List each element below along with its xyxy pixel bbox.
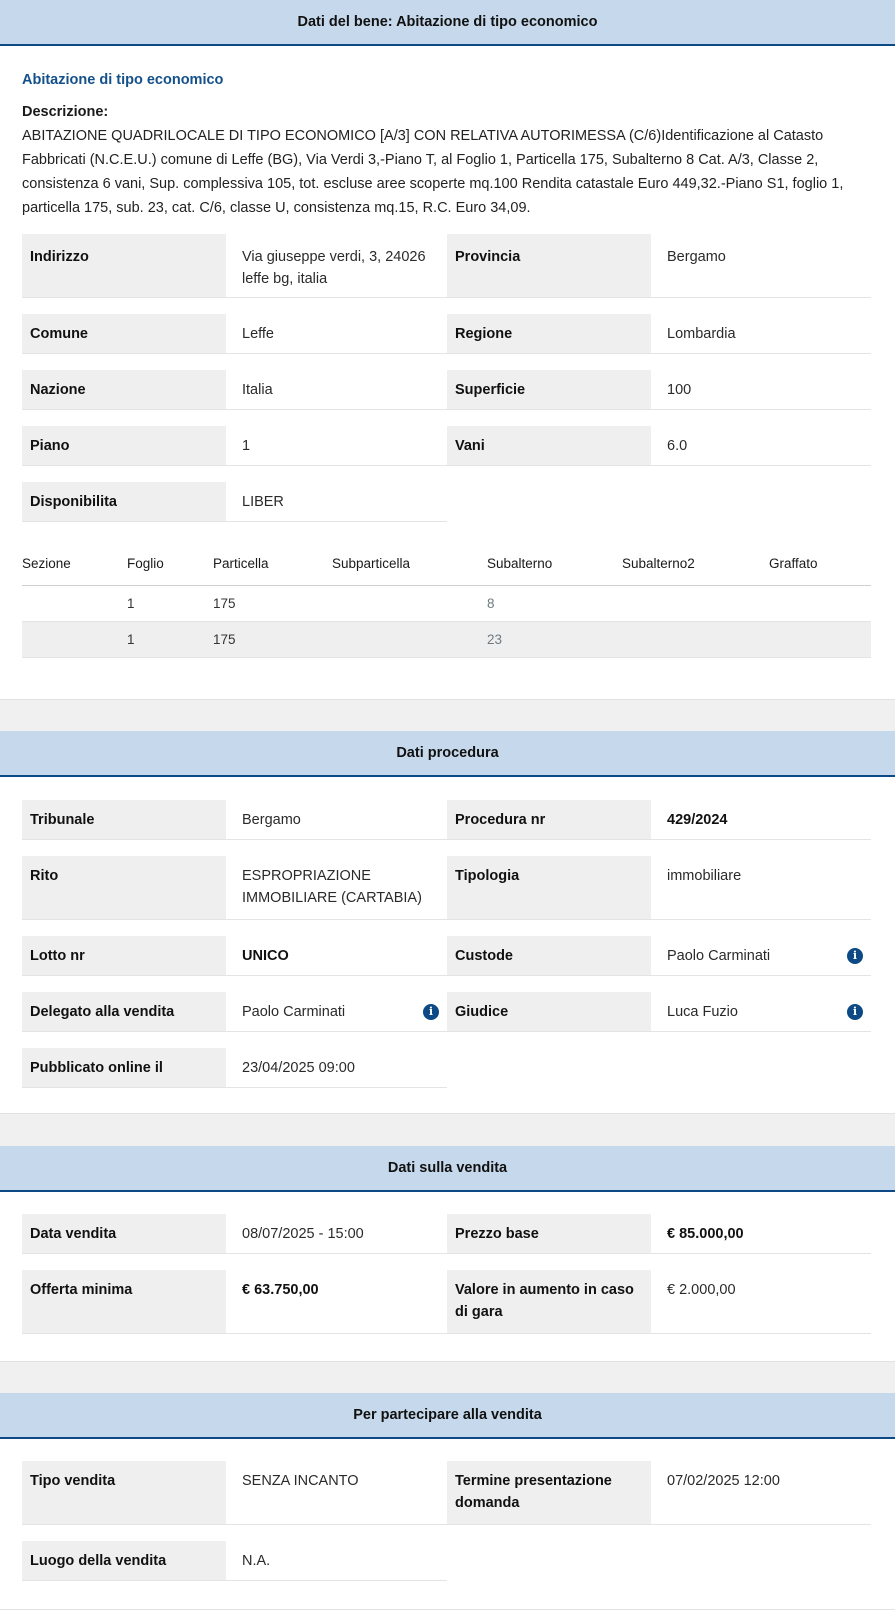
label-rito: Rito: [22, 856, 226, 919]
col-header-graffato: Graffato: [769, 556, 818, 571]
value-tribunale: Bergamo: [226, 800, 447, 839]
col-header-sezione: Sezione: [22, 556, 71, 571]
cell-subalterno: 8: [487, 596, 495, 611]
catasto-table-header: [22, 542, 871, 586]
field-tribunale: [22, 800, 447, 840]
field-provincia: [447, 234, 871, 298]
value-offerta-minima: € 63.750,00: [226, 1270, 447, 1333]
delegato-name: Paolo Carminati: [242, 1004, 346, 1020]
description-text: ABITAZIONE QUADRILOCALE DI TIPO ECONOMICO [A/3] CON RELATIVA AUTORIMESSA (C/6)Identificazione al Catasto Fabbricati (N.C.E.U.) comune di Leffe (BG), Via Verdi 3,-Piano T, al Foglio 1, Particella 175, Subalterno 8 Cat. A/3, Classe 2, consistenza 6 vani, Sup. complessiva 105, tot. escluse aree scoperte mq.100 Rendita catastale Euro 449,32.-Piano S1, foglio 1, particella 175, sub. 23, cat. C/6, classe U, consistenza mq.15, R.C. Euro 34,09.: [22, 128, 844, 216]
label-nazione: Nazione: [22, 370, 226, 409]
label-procedura-nr: Procedura nr: [447, 800, 651, 839]
field-termine: [447, 1461, 871, 1525]
field-vani: [447, 426, 871, 466]
value-disponibilita: LIBER: [226, 482, 447, 521]
label-provincia: Provincia: [447, 234, 651, 297]
description-label: Descrizione:: [22, 104, 109, 120]
cell-particella: 175: [213, 596, 236, 611]
value-giudice: [651, 992, 871, 1031]
catasto-table: [22, 542, 871, 658]
field-custode: [447, 936, 871, 976]
field-prezzo-base: [447, 1214, 871, 1254]
label-vani: Vani: [447, 426, 651, 465]
col-header-foglio: Foglio: [127, 556, 164, 571]
table-row: [22, 622, 871, 658]
label-indirizzo: Indirizzo: [22, 234, 226, 297]
label-tipo-vendita: Tipo vendita: [22, 1461, 226, 1524]
info-icon[interactable]: i: [847, 948, 863, 964]
cell-subalterno: 23: [487, 632, 503, 647]
field-indirizzo: [22, 234, 447, 298]
field-data-vendita: [22, 1214, 447, 1254]
col-header-subalterno2: Subalterno2: [622, 556, 695, 571]
label-comune: Comune: [22, 314, 226, 353]
field-piano: [22, 426, 447, 466]
label-data-vendita: Data vendita: [22, 1214, 226, 1253]
field-procedura-nr: [447, 800, 871, 840]
label-offerta-minima: Offerta minima: [22, 1270, 226, 1333]
field-comune: [22, 314, 447, 354]
info-icon[interactable]: i: [423, 1004, 439, 1020]
bene-subtitle: Abitazione di tipo economico: [22, 72, 224, 88]
field-lotto: [22, 936, 447, 976]
label-valore-aumento: Valore in aumento in caso di gara: [447, 1270, 651, 1333]
label-termine: Termine presentazione domanda: [447, 1461, 651, 1524]
table-row: [22, 586, 871, 622]
value-tipologia: immobiliare: [651, 856, 871, 919]
card-dati-procedura: [0, 731, 895, 1114]
card-header-partecipare: Per partecipare alla vendita: [0, 1393, 895, 1439]
value-piano: 1: [226, 426, 447, 465]
label-delegato: Delegato alla vendita: [22, 992, 226, 1031]
label-superficie: Superficie: [447, 370, 651, 409]
value-procedura-nr: 429/2024: [651, 800, 871, 839]
value-delegato: [226, 992, 447, 1031]
value-tipo-vendita: SENZA INCANTO: [226, 1461, 447, 1524]
giudice-name: Luca Fuzio: [667, 1004, 738, 1020]
field-giudice: [447, 992, 871, 1032]
value-pubblicato: 23/04/2025 09:00: [226, 1048, 447, 1087]
label-luogo: Luogo della vendita: [22, 1541, 226, 1580]
value-data-vendita: 08/07/2025 - 15:00: [226, 1214, 447, 1253]
card-header-dati-procedura: Dati procedura: [0, 731, 895, 777]
col-header-subalterno: Subalterno: [487, 556, 553, 571]
label-pubblicato: Pubblicato online il: [22, 1048, 226, 1087]
value-prezzo-base: € 85.000,00: [651, 1214, 871, 1253]
card-header-dati-bene: Dati del bene: Abitazione di tipo economico: [0, 0, 895, 46]
label-giudice: Giudice: [447, 992, 651, 1031]
field-pubblicato: [22, 1048, 447, 1088]
field-regione: [447, 314, 871, 354]
field-tipo-vendita: [22, 1461, 447, 1525]
field-nazione: [22, 370, 447, 410]
label-disponibilita: Disponibilita: [22, 482, 226, 521]
label-piano: Piano: [22, 426, 226, 465]
label-regione: Regione: [447, 314, 651, 353]
field-tipologia: [447, 856, 871, 920]
value-lotto: UNICO: [226, 936, 447, 975]
cell-foglio: 1: [127, 632, 135, 647]
label-lotto: Lotto nr: [22, 936, 226, 975]
card-partecipare: [0, 1393, 895, 1610]
value-regione: Lombardia: [651, 314, 871, 353]
col-header-particella: Particella: [213, 556, 269, 571]
col-header-subparticella: Subparticella: [332, 556, 411, 571]
label-custode: Custode: [447, 936, 651, 975]
field-offerta-minima: [22, 1270, 447, 1334]
value-nazione: Italia: [226, 370, 447, 409]
value-termine: 07/02/2025 12:00: [651, 1461, 871, 1524]
value-comune: Leffe: [226, 314, 447, 353]
label-prezzo-base: Prezzo base: [447, 1214, 651, 1253]
label-tipologia: Tipologia: [447, 856, 651, 919]
value-valore-aumento: € 2.000,00: [651, 1270, 871, 1333]
cell-particella: 175: [213, 632, 236, 647]
card-dati-vendita: [0, 1146, 895, 1362]
value-custode: [651, 936, 871, 975]
value-superficie: 100: [651, 370, 871, 409]
value-rito: ESPROPRIAZIONE IMMOBILIARE (CARTABIA): [226, 856, 447, 919]
custode-name: Paolo Carminati: [667, 948, 771, 964]
value-indirizzo: Via giuseppe verdi, 3, 24026 leffe bg, italia: [226, 234, 447, 297]
field-valore-aumento: [447, 1270, 871, 1334]
field-superficie: [447, 370, 871, 410]
field-rito: [22, 856, 447, 920]
cell-foglio: 1: [127, 596, 135, 611]
card-dati-bene: [0, 0, 895, 700]
value-provincia: Bergamo: [651, 234, 871, 297]
field-delegato: [22, 992, 447, 1032]
label-tribunale: Tribunale: [22, 800, 226, 839]
field-disponibilita: [22, 482, 447, 522]
card-header-dati-vendita: Dati sulla vendita: [0, 1146, 895, 1192]
value-luogo: N.A.: [226, 1541, 447, 1580]
field-luogo: [22, 1541, 447, 1581]
info-icon[interactable]: i: [847, 1004, 863, 1020]
value-vani: 6.0: [651, 426, 871, 465]
